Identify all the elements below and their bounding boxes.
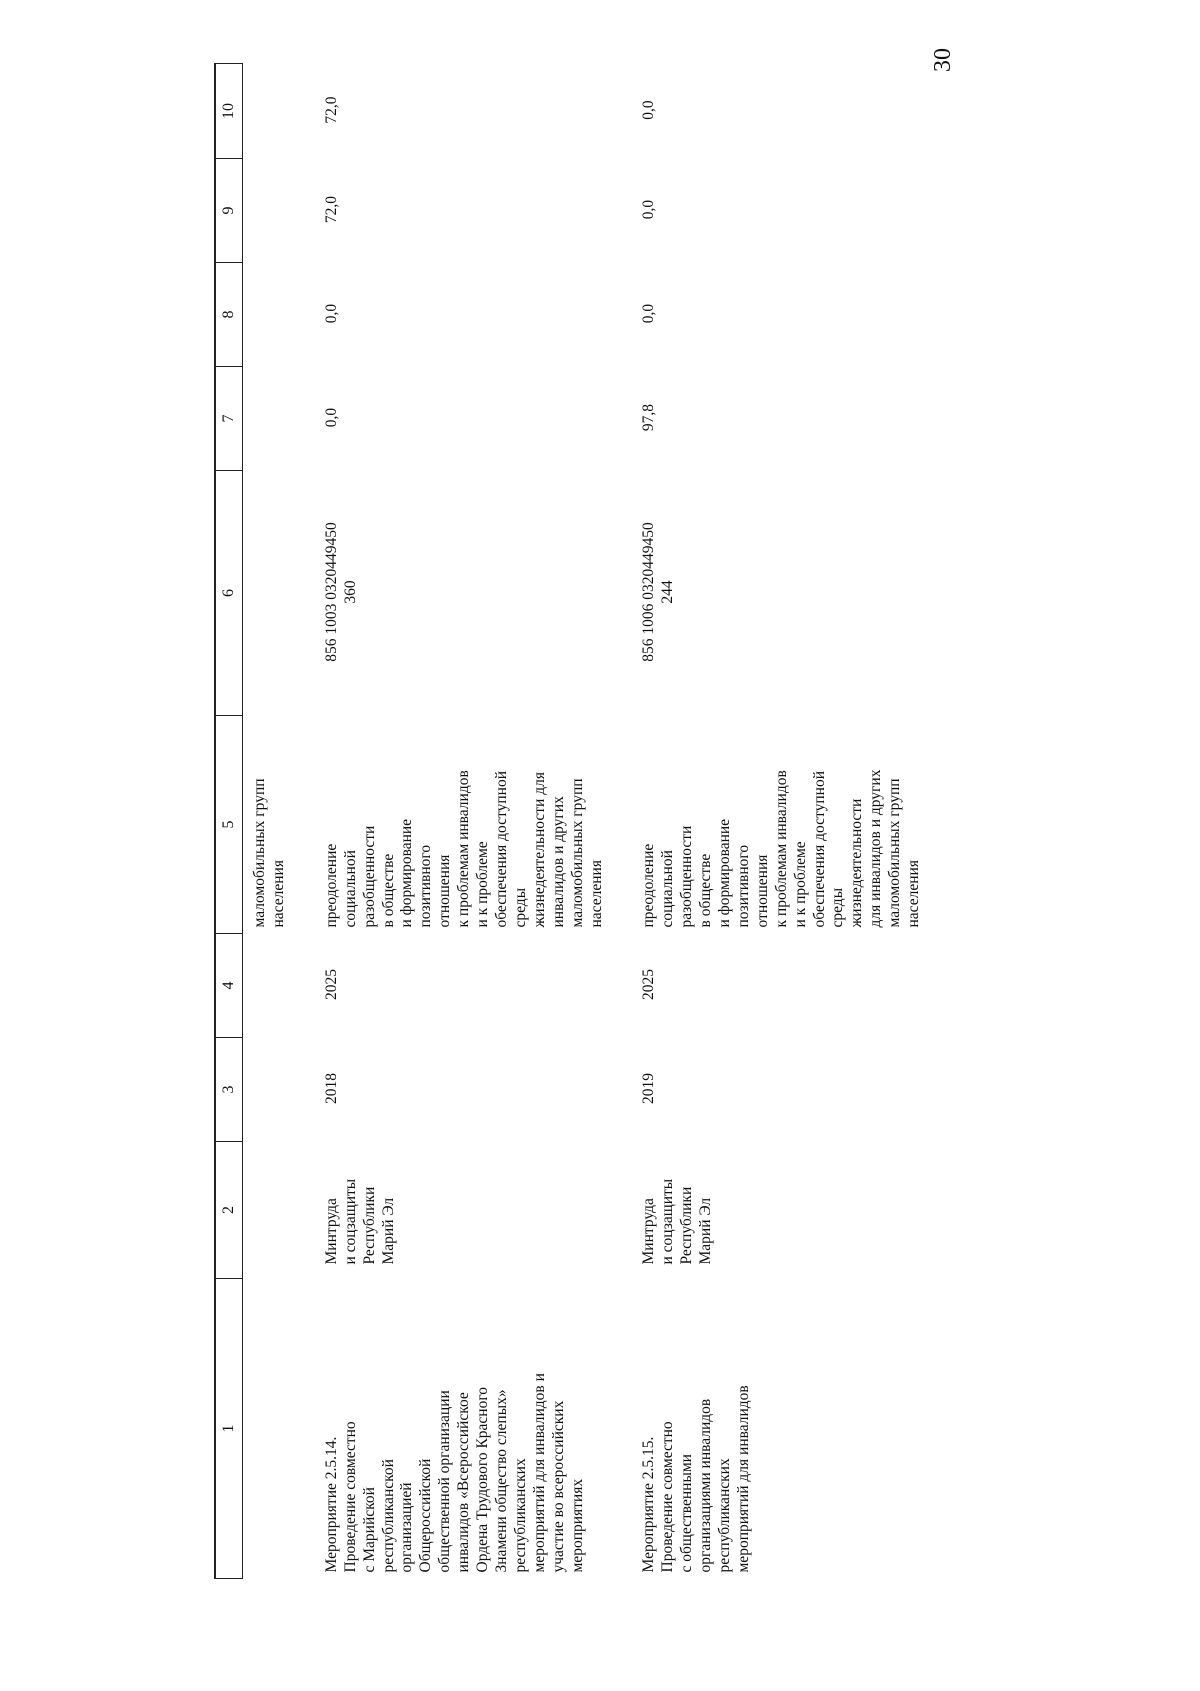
value-col10: 0,0 <box>640 100 658 120</box>
start-year-cell: 2019 <box>640 1073 658 1104</box>
table-row <box>630 64 928 1579</box>
text-line: Проведение совместно <box>341 1421 359 1573</box>
text-line: участие во всероссийских <box>549 1400 567 1573</box>
text-line: населения <box>587 860 605 928</box>
text-line: отношения <box>436 854 454 928</box>
result-cell <box>630 716 928 934</box>
value-col8: 0,0 <box>322 303 340 324</box>
cell-empty <box>243 1142 307 1279</box>
text-line: и соцзащиты <box>341 1178 359 1265</box>
text-line: и к проблеме <box>474 841 492 928</box>
value-col9: 0,0 <box>640 199 658 220</box>
kbk-cell <box>630 471 928 716</box>
kbk-cell <box>307 471 631 716</box>
executor-cell <box>630 1142 928 1279</box>
text-line: инвалидов «Всероссийское <box>455 1392 473 1573</box>
text-line: и соцзащиты <box>659 1178 677 1265</box>
text-line: для инвалидов и других <box>867 769 885 928</box>
text-line: Проведение совместно <box>659 1421 677 1573</box>
text-line: 856 1003 0320449450 <box>322 522 340 662</box>
value-col7: 0,0 <box>322 407 340 428</box>
column-header: 1 <box>215 1279 243 1579</box>
text-line: социальной <box>659 850 677 928</box>
text-line: и формирование <box>398 818 416 928</box>
text-line: преодоление <box>640 843 658 928</box>
text-line: Ордена Трудового Красного <box>474 1386 492 1573</box>
cell-empty <box>243 64 307 159</box>
start-year-cell: 2018 <box>322 1073 340 1104</box>
text-line: к проблемам инвалидов <box>455 770 473 928</box>
value-col8: 0,0 <box>640 303 658 324</box>
text-line: республиканской <box>379 1459 397 1573</box>
continuation-row <box>243 64 307 1579</box>
continuation-result <box>243 716 307 934</box>
value-col7: 97,8 <box>640 403 658 432</box>
value-col9: 72,0 <box>322 195 340 224</box>
text-line: обеспечения доступной <box>810 771 828 928</box>
column-header: 7 <box>215 367 243 471</box>
text-line: Знамени общество слепых» <box>492 1389 510 1573</box>
cell-empty <box>243 367 307 471</box>
cell-empty <box>243 159 307 263</box>
text-line: организацией <box>398 1482 416 1573</box>
result-cell <box>307 716 631 934</box>
text-line: социальной <box>341 850 359 928</box>
text-line: мероприятий для инвалидов <box>734 1385 752 1573</box>
text-line: позитивного <box>734 844 752 928</box>
text-line: с общественными <box>678 1454 696 1573</box>
text-line: с Марийской <box>360 1487 378 1573</box>
text-line: в обществе <box>697 853 715 928</box>
text-line: населения <box>269 860 287 928</box>
text-line: Марий Эл <box>697 1197 715 1265</box>
text-line: общественной организации <box>436 1390 454 1573</box>
text-line: отношения <box>753 854 771 928</box>
text-line: Марий Эл <box>379 1197 397 1265</box>
text-line: к проблемам инвалидов <box>772 770 790 928</box>
text-line: населения <box>905 860 923 928</box>
text-line: 244 <box>659 580 677 604</box>
text-line: Республики <box>360 1186 378 1265</box>
text-line: маломобильных групп <box>251 778 268 928</box>
text-line: мероприятий для инвалидов и <box>530 1373 548 1573</box>
text-line: жизнедеятельности для <box>530 772 548 928</box>
text-line: организациями инвалидов <box>697 1398 715 1573</box>
text-line: Общероссийской <box>417 1458 435 1573</box>
text-line: республиканских <box>511 1458 529 1573</box>
cell-empty <box>243 1279 307 1579</box>
measure-cell <box>630 1279 928 1579</box>
column-header: 2 <box>215 1142 243 1279</box>
end-year-cell: 2025 <box>322 969 340 1000</box>
measure-cell <box>307 1279 631 1579</box>
column-header: 3 <box>215 1038 243 1142</box>
end-year-cell: 2025 <box>640 969 658 1000</box>
text-line: Минтруда <box>322 1198 340 1265</box>
cell-empty <box>243 471 307 716</box>
text-line: позитивного <box>417 844 435 928</box>
text-line: мероприятиях <box>568 1478 586 1573</box>
text-line: и формирование <box>716 818 734 928</box>
budget-table <box>214 63 928 1579</box>
column-header: 5 <box>215 716 243 934</box>
text-line: разобщенности <box>678 825 696 928</box>
column-header: 10 <box>215 64 243 159</box>
page-number: 30 <box>930 48 956 72</box>
value-col10: 72,0 <box>322 96 340 124</box>
text-line: республиканских <box>716 1458 734 1573</box>
text-line: Республики <box>678 1186 696 1265</box>
text-line: Минтруда <box>640 1198 658 1265</box>
text-line: 360 <box>341 580 359 604</box>
text-line: в обществе <box>379 853 397 928</box>
header-row <box>215 64 243 1579</box>
text-line: среды <box>829 887 847 928</box>
text-line: инвалидов и других <box>549 796 567 928</box>
table-row <box>307 64 631 1579</box>
text-line: маломобильных групп <box>886 778 904 928</box>
text-line: Мероприятие 2.5.14. <box>322 1436 340 1573</box>
text-line: жизнедеятельности <box>848 798 866 928</box>
cell-empty <box>243 263 307 367</box>
text-line: обеспечения доступной <box>492 771 510 928</box>
text-line: Мероприятие 2.5.15. <box>640 1436 658 1573</box>
cell-empty <box>243 934 307 1038</box>
text-line: маломобильных групп <box>568 778 586 928</box>
executor-cell <box>307 1142 631 1279</box>
cell-empty <box>243 1038 307 1142</box>
text-line: среды <box>511 887 529 928</box>
text-line: и к проблеме <box>791 841 809 928</box>
text-line: преодоление <box>322 843 340 928</box>
column-header: 8 <box>215 263 243 367</box>
text-line: 856 1006 0320449450 <box>640 522 658 662</box>
column-header: 9 <box>215 159 243 263</box>
text-line: разобщенности <box>360 825 378 928</box>
column-header: 4 <box>215 934 243 1038</box>
column-header: 6 <box>215 471 243 716</box>
